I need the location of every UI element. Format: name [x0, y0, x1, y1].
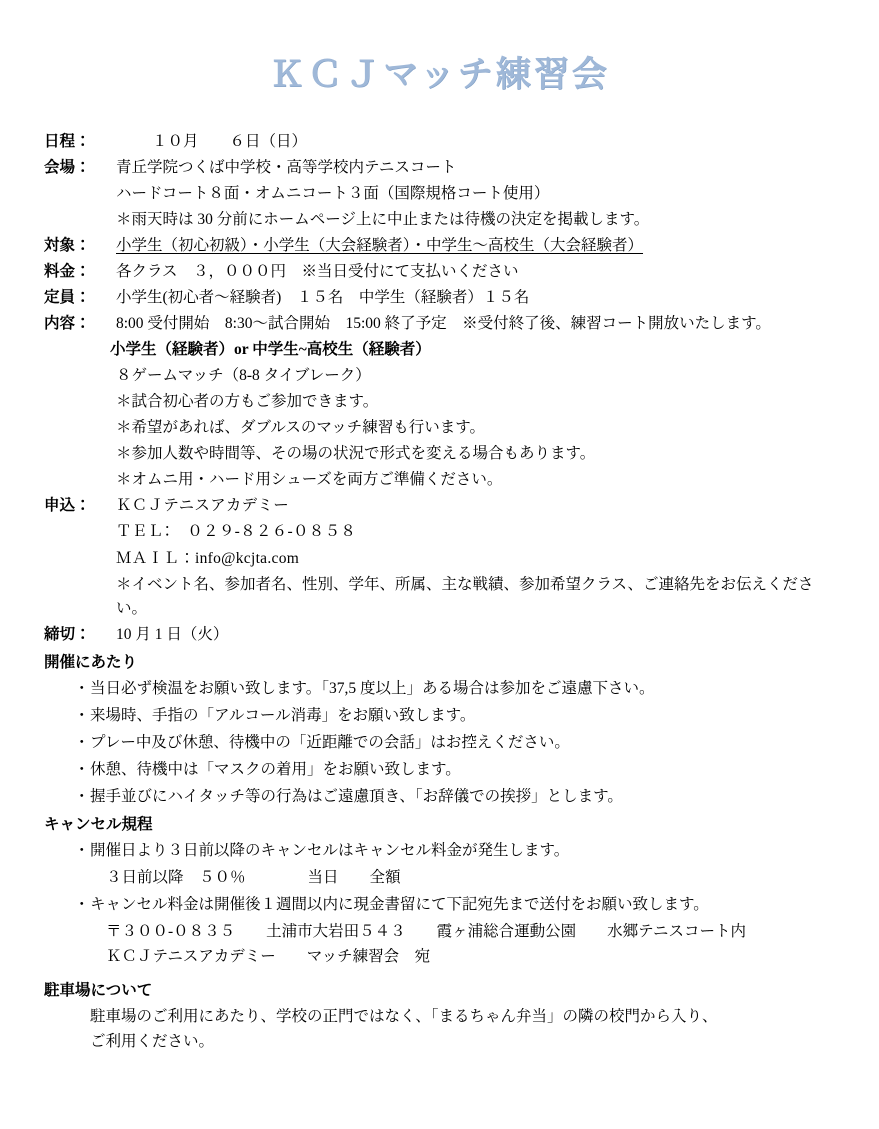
- target-value: 小学生（初心初級）・小学生（大会経験者）・中学生～高校生（大会経験者）: [116, 237, 644, 255]
- cancel-address-line-2: ＫＣＪテニスアカデミー マッチ練習会 宛: [106, 947, 431, 965]
- schedule-label: 日程：: [44, 133, 91, 151]
- content-class-head: 小学生（経験者）or 中学生~高校生（経験者）: [110, 341, 431, 359]
- apply-row: [44, 494, 843, 518]
- target-label: 対象：: [44, 237, 91, 255]
- content-label: 内容：: [44, 315, 91, 333]
- rules-heading: 開催にあたり: [44, 653, 138, 671]
- target-row: [44, 234, 843, 258]
- list-item: ・ 握手並びにハイタッチ等の行為はご遠慮頂き、「お辞儀での挨拶」とします。: [74, 785, 843, 809]
- deadline-label: 締切：: [44, 625, 91, 643]
- content-note-3: ＊参加人数や時間等、その場の状況で形式を変える場合もあります。: [116, 445, 596, 463]
- capacity-value: 小学生(初心者～経験者) １５名 中学生（経験者）１５名: [116, 289, 530, 307]
- list-item: ・ 来場時、手指の「アルコール消毒」をお願い致します。: [74, 704, 843, 728]
- venue-label: 会場：: [44, 159, 91, 177]
- rules-list: [44, 677, 843, 809]
- content-value: 8:00 受付開始 8:30～試合開始 15:00 終了予定 ※受付終了後、練習コート開放いたします。: [116, 315, 771, 333]
- content-note-0: ８ゲームマッチ（8-8 タイブレーク）: [116, 367, 371, 385]
- content-note-1: ＊試合初心者の方もご参加できます。: [116, 393, 379, 411]
- cancel-list: [44, 839, 843, 863]
- apply-mail[interactable]: ＭＡＩＬ：info@kcjta.com: [116, 549, 300, 567]
- venue-detail-courts: ハードコート８面・オムニコート３面（国際規格コート使用）: [116, 185, 550, 203]
- page-title: ＫＣＪマッチ練習会: [269, 55, 610, 95]
- fee-value: 各クラス ３，０００円 ※当日受付にて支払いください: [116, 263, 519, 281]
- list-item: ・ プレー中及び休憩、待機中の「近距離での会話」はお控えください。: [74, 731, 843, 755]
- apply-org: ＫＣＪテニスアカデミー: [116, 497, 290, 515]
- cancel-heading: キャンセル規程: [44, 815, 153, 833]
- parking-line-2: ご利用ください。: [90, 1032, 215, 1050]
- apply-note: ＊イベント名、参加者名、性別、学年、所属、主な戦績、参加希望クラス、ご連絡先をお伝えください。: [116, 575, 814, 617]
- content-note-2: ＊希望があれば、ダブルスのマッチ練習も行います。: [116, 419, 486, 437]
- fee-row: [44, 260, 843, 284]
- schedule-value: １０月 ６日（日）: [152, 133, 308, 151]
- deadline-value: 10 月 1 日（火）: [116, 625, 229, 643]
- schedule-row: [44, 130, 843, 154]
- list-item: ・ 休憩、待機中は「マスクの着用」をお願い致します。: [74, 758, 843, 782]
- document-body: [0, 108, 879, 1078]
- capacity-label: 定員：: [44, 289, 91, 307]
- cancel-list-2: [44, 893, 843, 917]
- parking-heading: 駐車場について: [44, 981, 153, 999]
- deadline-row: [44, 623, 843, 647]
- cancel-address-line-1: 〒３００‐０８３５ 土浦市大岩田５４３ 霞ヶ浦総合運動公園 水郷テニスコート内: [106, 922, 747, 940]
- list-item: ・ 開催日より３日前以降のキャンセルはキャンセル料金が発生します。: [74, 839, 843, 863]
- venue-detail-rain: ＊雨天時は 30 分前にホームページ上に中止または待機の決定を掲載します。: [116, 211, 650, 229]
- content-row: [44, 312, 843, 336]
- list-item: ・ キャンセル料金は開催後１週間以内に現金書留にて下記宛先まで送付をお願い致します。: [74, 893, 843, 917]
- list-item: ・ 当日必ず検温をお願い致します。「37,5 度以上」ある場合は参加をご遠慮下さい。: [74, 677, 843, 701]
- apply-tel: ＴＥＬ： ０２９‐８２６‐０８５８: [116, 523, 357, 541]
- venue-value: 青丘学院つくば中学校・高等学校内テニスコート: [116, 159, 457, 177]
- fee-label: 料金：: [44, 263, 91, 281]
- parking-line-1: 駐車場のご利用にあたり、学校の正門ではなく、「まるちゃん弁当」の隣の校門から入り、: [90, 1007, 718, 1025]
- capacity-row: [44, 286, 843, 310]
- apply-label: 申込：: [44, 497, 91, 515]
- content-note-4: ＊オムニ用・ハード用シューズを両方ご準備ください。: [116, 471, 503, 489]
- venue-row: [44, 156, 843, 180]
- cancel-fee-line: ３日前以降 ５０％ 当日 全額: [106, 868, 401, 886]
